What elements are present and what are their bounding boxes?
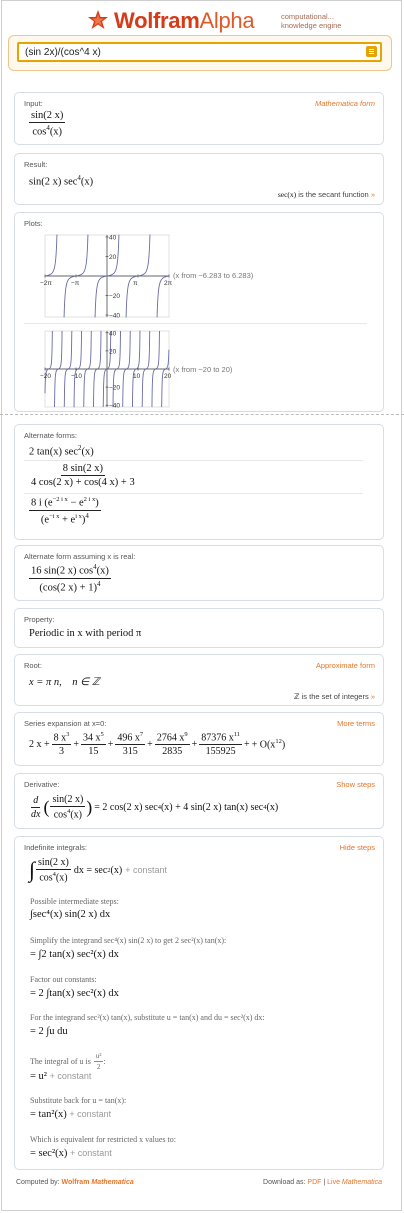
series-term-num: 87376 $x^{11}$: [201, 731, 240, 744]
x-tick-label: π: [133, 280, 138, 287]
alt-f1: 2 tan(x) sec: [29, 446, 78, 458]
deriv-rhs-sup2: 4: [263, 803, 267, 811]
pod-root: [14, 654, 384, 706]
series-term: [52, 731, 72, 757]
series-lead: 2 x +: [29, 738, 50, 750]
series-term: [199, 731, 242, 757]
alt-form-1: [29, 444, 94, 458]
int-rhs-sup: 2: [107, 866, 111, 874]
pod-title: Root:: [24, 661, 42, 670]
step-4-equation: = 2 ∫u du: [30, 1026, 68, 1037]
pod-real-form: [14, 545, 384, 601]
pdf-link[interactable]: PDF: [307, 1179, 322, 1186]
series-term-num: 496 $x^7$: [117, 731, 144, 744]
f3-den-pow: 4: [85, 511, 89, 520]
f3-den-sup2: i x: [75, 512, 82, 520]
series-term-den: 155925: [205, 746, 236, 758]
pod-title: Input:: [24, 99, 43, 108]
step-2-text: Simplify the integrand sec⁴(x) sin(2 x) to get 2 sec²(x) tan(x):: [30, 936, 227, 945]
alt-form-2: [29, 463, 137, 488]
pod-title: Series expansion at x=0:: [24, 719, 107, 728]
s5-num: u²: [95, 1052, 102, 1060]
live-text: Live: [327, 1179, 340, 1186]
note-text: is the set of integers: [301, 692, 369, 701]
series-term-num: 34 $x^5$: [83, 731, 104, 744]
deriv-rhs-sup1: 4: [157, 803, 161, 811]
series-term-sup: 11: [233, 731, 240, 738]
real-den-pow: 4: [96, 579, 101, 588]
input-expression: [29, 110, 65, 138]
wolfram-star-icon: [86, 9, 110, 33]
search-box[interactable]: [17, 42, 382, 62]
steps-label: Possible intermediate steps:: [30, 897, 119, 906]
header: [0, 0, 404, 78]
y-tick-label: −40: [109, 402, 121, 410]
deriv-den-arg: (x): [70, 809, 82, 821]
f3-den-end: ): [81, 514, 86, 525]
wolfram-text: Wolfram: [61, 1179, 90, 1186]
step-3-text: Factor out constants:: [30, 975, 97, 984]
series-term-den: 15: [88, 746, 99, 758]
integers-note[interactable]: [294, 692, 375, 701]
pod-indefinite-integrals: [14, 836, 384, 1170]
s7-eq: = sec²(x): [30, 1148, 68, 1159]
search-container: [8, 35, 392, 71]
pod-result: [14, 153, 384, 205]
int-rhs-arg: (x): [110, 864, 123, 876]
s5-colon: :: [103, 1057, 106, 1066]
series-term: [115, 731, 145, 757]
series-term-sup: 9: [184, 731, 188, 738]
s5-constant: + constant: [49, 1071, 92, 1081]
derivative-expression: [29, 794, 278, 820]
search-input[interactable]: [25, 46, 345, 58]
series-term-num: 8 $x^3$: [53, 731, 70, 744]
deriv-den: [52, 807, 84, 820]
step-1-equation: ∫sec⁴(x) sin(2 x) dx: [30, 909, 111, 920]
alt-form-3: [29, 496, 101, 525]
pod-title: Plots:: [24, 219, 43, 228]
download-label: Download as:: [263, 1179, 306, 1186]
alt-f2-den: 4 cos(2 x) + cos(4 x) + 3: [31, 477, 135, 488]
plot-1-range: (x from −6.283 to 6.283): [173, 271, 254, 280]
result-expr: sin(2 x) sec: [29, 176, 78, 188]
show-steps-link[interactable]: Show steps: [336, 780, 375, 789]
result-expression: [29, 174, 93, 188]
hide-steps-link[interactable]: Hide steps: [339, 843, 375, 852]
s5-eq: = u²: [30, 1071, 47, 1082]
pod-title: Derivative:: [24, 780, 60, 789]
download-as: Download as: PDF | Live Mathematica: [263, 1179, 382, 1186]
plot-separator: [24, 323, 367, 324]
series-term-den: 3: [59, 746, 65, 758]
deriv-den-sup: 4: [67, 808, 71, 815]
root-expression: x = π n, n ∈ ℤ: [29, 677, 100, 688]
alt-f3-den: [39, 511, 91, 526]
series-plus: +: [73, 738, 80, 750]
computed-by: [16, 1179, 134, 1186]
step-7-equation: [30, 1148, 112, 1159]
pod-plots: [14, 212, 384, 412]
pod-input: [14, 92, 384, 145]
logo-wolfram-text: Wolfram: [114, 8, 200, 33]
logo-alpha-text: Alpha: [199, 8, 255, 33]
input-denominator: [30, 123, 64, 138]
pod-title: Alternate form assuming x is real:: [24, 552, 136, 561]
pod-title: Result:: [24, 160, 48, 169]
int-den-arg: (x): [55, 872, 68, 884]
series-plus: +: [147, 738, 153, 750]
series-expression: [29, 731, 285, 757]
step-5-equation: [30, 1071, 91, 1082]
series-term-den: 315: [122, 746, 138, 758]
y-tick-label: −20: [109, 293, 121, 301]
series-terms: [52, 731, 252, 757]
pod-title: Alternate forms:: [24, 431, 77, 440]
live-mathematica-link[interactable]: [327, 1179, 382, 1186]
paren-open: (: [43, 796, 50, 817]
y-tick-label: 20: [109, 348, 117, 356]
alt-f1-arg: (x): [81, 446, 94, 458]
real-num-arg: (x): [96, 565, 109, 577]
pod-property: [14, 608, 384, 648]
step-3-equation: = 2 ∫tan(x) sec²(x) dx: [30, 988, 119, 999]
den-base: cos: [32, 126, 47, 138]
series-term-sup: 5: [100, 731, 104, 738]
series-term-sup: 3: [66, 731, 70, 738]
x-tick-label: −2π: [39, 280, 52, 287]
live-math-text: Mathematica: [341, 1179, 382, 1186]
integral-sign-icon: ∫: [29, 857, 36, 883]
note-arrow-icon: »: [370, 190, 375, 199]
wolframalpha-logo[interactable]: [86, 6, 254, 36]
plot-2-range: (x from −20 to 20): [173, 365, 233, 374]
x-tick-label: −π: [70, 280, 80, 287]
s5-text: The integral of u is: [30, 1057, 91, 1066]
note-arrow-icon: »: [370, 692, 375, 701]
real-den-a: (cos(2 x) + 1): [39, 582, 97, 593]
deriv-num: sin(2 x): [52, 794, 84, 805]
computed-by-label: Computed by:: [16, 1179, 60, 1186]
den-arg: (x): [49, 126, 63, 138]
x-tick-label: 10: [133, 373, 141, 380]
f3-den-a: (e: [40, 514, 49, 525]
wolfram-mathematica-link[interactable]: [62, 1179, 134, 1186]
page-cut-line: [0, 414, 404, 415]
more-terms-link[interactable]: More terms: [337, 719, 375, 728]
series-tail-end: ): [281, 739, 286, 751]
plot-2[interactable]: [25, 327, 175, 411]
tagline: [281, 12, 341, 30]
s6-eq: = tan²(x): [30, 1109, 67, 1120]
property-text: Periodic in x with period π: [29, 628, 142, 639]
y-tick-label: −20: [109, 384, 121, 392]
real-num: [29, 563, 111, 579]
alt-f3-num: [29, 496, 101, 511]
series-term-den: 2835: [162, 746, 183, 758]
step-6-equation: [30, 1109, 111, 1120]
x-tick-label: 2π: [164, 280, 173, 287]
series-plus: +: [191, 738, 198, 750]
real-form-expression: [29, 563, 111, 593]
series-plus: +: [107, 738, 114, 750]
deriv-rhs: = 2 cos(2 x) sec: [94, 801, 158, 813]
f3-num-sup1: −2 i x: [52, 496, 68, 503]
real-den: [37, 579, 102, 594]
x-tick-label: −20: [40, 373, 52, 380]
int-den-sup: 4: [52, 871, 56, 878]
int-num: sin(2 x): [38, 857, 69, 868]
y-tick-label: 40: [109, 234, 117, 242]
footer: [14, 1176, 384, 1190]
approximate-form-link[interactable]: Approximate form: [315, 661, 375, 670]
result-arg: (x): [80, 176, 94, 188]
dx-den: dx: [31, 808, 41, 820]
plot-1[interactable]: [25, 231, 175, 321]
step-7-text: Which is equivalent for restricted x values to:: [30, 1135, 176, 1144]
series-tail-sup: 12: [275, 738, 282, 745]
deriv-rhs-mid: (x) + 4 sin(2 x) tan(x) sec: [160, 801, 264, 813]
series-term-num: 2764 $x^9$: [156, 731, 188, 744]
real-num-a: 16 sin(2 x) cos: [31, 565, 94, 577]
note-fn: sec(x): [277, 190, 297, 199]
x-tick-label: 20: [164, 373, 172, 380]
s5-den: 2: [96, 1063, 101, 1071]
series-plus: +: [243, 738, 250, 750]
mathematica-text: Mathematica: [91, 1179, 134, 1186]
paren-close: ): [86, 796, 93, 817]
int-den-a: cos: [39, 872, 53, 884]
note-text: is the secant function: [298, 190, 369, 199]
y-tick-label: 40: [109, 330, 117, 338]
mathematica-form-link[interactable]: Mathematica form: [314, 99, 375, 108]
note-sym: ℤ: [293, 692, 300, 701]
real-num-sup: 4: [93, 563, 97, 571]
x-tick-label: −10: [71, 373, 83, 380]
step-6-text: Substitute back for u = tan(x):: [30, 1096, 127, 1105]
equals-submit-button[interactable]: [366, 46, 377, 57]
deriv-den-a: cos: [53, 809, 68, 821]
pod-derivative: [14, 773, 384, 829]
tagline-line2: knowledge engine: [281, 21, 342, 30]
f3-den-sup1: −i x: [49, 512, 60, 520]
f3-num-sup2: 2 i x: [83, 496, 96, 503]
series-tail: [252, 738, 286, 750]
y-tick-label: 20: [109, 253, 117, 261]
pod-title: Indefinite integrals:: [24, 843, 87, 852]
result-sup: 4: [77, 174, 81, 182]
pod-series-expansion: [14, 712, 384, 766]
series-term-sup: 7: [139, 731, 144, 738]
s7-constant: + constant: [69, 1148, 112, 1158]
tagline-line1: computational...: [281, 12, 334, 21]
den-sup: 4: [46, 124, 50, 132]
alt-f1-sup: 2: [77, 444, 82, 452]
alt-f2-num: 8 sin(2 x): [62, 463, 103, 474]
f3-den-mid: + e: [59, 514, 76, 525]
pod-title: Property:: [24, 615, 55, 624]
step-4-text: For the integrand sec²(x) tan(x), substitute u = tan(x) and du = sec²(x) dx:: [30, 1013, 265, 1022]
alt-separator: [24, 460, 363, 461]
series-term: [81, 731, 106, 757]
step-5-text: [30, 1052, 106, 1071]
f3-num-end: ): [95, 497, 99, 509]
pod-alternate-forms: [14, 424, 384, 540]
f3-num-mid: − e: [67, 497, 84, 509]
secant-note[interactable]: [278, 190, 375, 199]
alt-separator: [24, 493, 363, 494]
d-num: d: [33, 794, 39, 806]
step-2-equation: = ∫2 tan(x) sec²(x) dx: [30, 949, 119, 960]
integral-expression: [29, 857, 167, 883]
int-rhs: dx = sec: [73, 864, 108, 876]
int-den: [37, 870, 69, 883]
y-tick-label: −40: [109, 312, 121, 320]
series-tail-a: + O(x: [251, 739, 276, 751]
input-numerator: sin(2 x): [31, 110, 64, 121]
series-term: [155, 731, 190, 757]
deriv-rhs-end: (x): [266, 801, 279, 813]
s6-constant: + constant: [69, 1109, 112, 1119]
int-constant: + constant: [125, 865, 167, 876]
f3-num-a: 8 i (e: [31, 497, 53, 509]
